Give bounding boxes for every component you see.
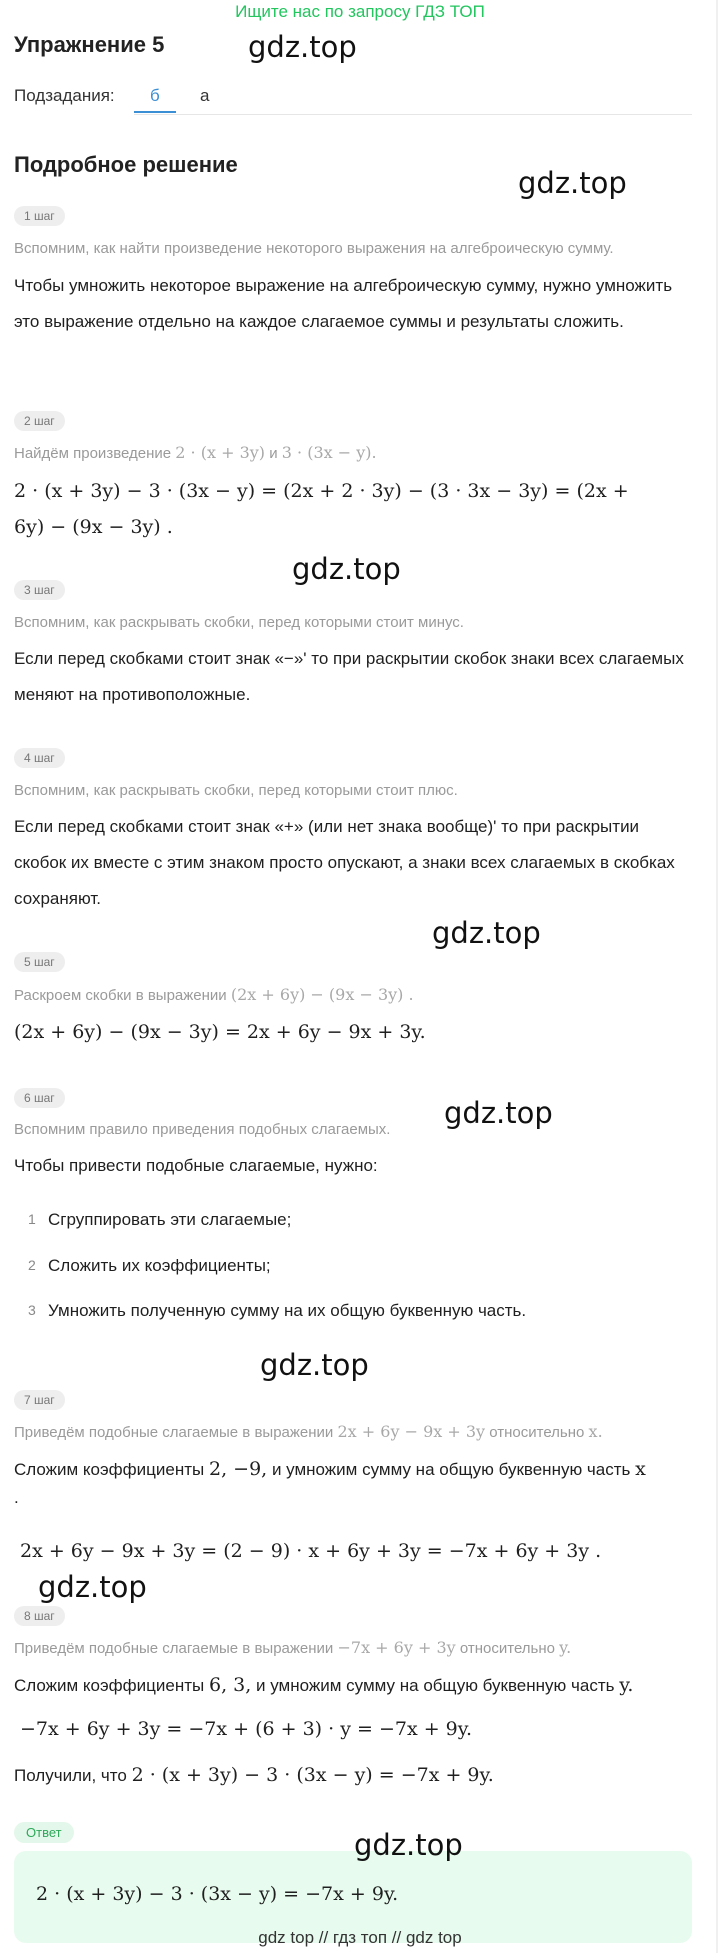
hint-math: (2x + 6y) − (9x − 3y) . [230, 985, 414, 1004]
step-text: Чтобы умножить некоторое выражение на алгеброическую сумму, нужно умножить это выражение отдельно на каждое слагаемое суммы и результаты сложить. [14, 276, 673, 331]
step-badge: 6 шаг [14, 1088, 65, 1108]
subtask-tab-a[interactable]: а [200, 86, 210, 105]
hint-math: 3 · (3x − y). [281, 443, 377, 462]
math-line: −7x + 6y + 3y = −7x + (6 + 3) · y = −7x + 9y. [20, 1718, 473, 1740]
list-item-number: 2 [28, 1257, 36, 1273]
hint-math: 2x + 6y − 9x + 3y [337, 1422, 486, 1441]
step-text: Если перед скобками стоит знак «−»' то при раскрытии скобок знаки всех слагаемых меняют на противоположные. [14, 649, 684, 704]
step-hint: Вспомним, как раскрывать скобки, перед которыми стоит плюс. [14, 782, 458, 799]
hint-suffix: относительно [459, 1640, 555, 1657]
footer-links[interactable]: gdz top // гдз топ // gdz top [258, 1928, 462, 1947]
text-math: 2, −9, [208, 1458, 268, 1480]
search-banner[interactable]: Ищите нас по запросу ГДЗ ТОП [235, 2, 485, 21]
hint-suffix: относительно [489, 1424, 585, 1441]
hint-prefix: Найдём произведение [14, 445, 172, 462]
watermark: gdz.top [518, 166, 627, 200]
math-line: 2 · (x + 3y) − 3 · (3x − y) = (2x + 2 · 3y) − (3 · 3x − 3y) = (2x + [14, 480, 629, 502]
math-line: 2x + 6y − 9x + 3y = (2 − 9) · x + 6y + 3y = −7x + 6y + 3y . [20, 1540, 602, 1562]
step-badge: 3 шаг [14, 580, 65, 600]
step-badge: 7 шаг [14, 1390, 65, 1410]
text-math: 6, 3, [208, 1674, 252, 1696]
step-text: Если перед скобками стоит знак «+» (или нет знака вообще)' то при раскрытии скобок их вместе с этим знаком просто опускают, а знаки всех слагаемых в скобках сохраняют. [14, 817, 675, 908]
list-item: Сложить их коэффициенты; [48, 1256, 271, 1275]
subtasks-divider [134, 114, 692, 115]
watermark: gdz.top [292, 552, 401, 586]
list-item: Сгруппировать эти слагаемые; [48, 1210, 292, 1229]
list-item-number: 3 [28, 1302, 36, 1318]
text-variable: x [635, 1458, 646, 1480]
list-item-number: 1 [28, 1211, 36, 1227]
step-hint: Вспомним правило приведения подобных слагаемых. [14, 1121, 391, 1138]
answer-badge: Ответ [14, 1822, 74, 1843]
section-title: Подробное решение [14, 152, 238, 177]
step-hint [14, 1638, 571, 1657]
list-item: Умножить полученную сумму на их общую буквенную часть. [48, 1301, 527, 1320]
page-edge-divider [716, 0, 718, 1953]
result-math: 2 · (x + 3y) − 3 · (3x − y) = −7x + 9y. [131, 1764, 494, 1786]
hint-variable: y. [559, 1638, 572, 1657]
text-prefix: Сложим коэффициенты [14, 1460, 205, 1479]
step-badge: 1 шаг [14, 206, 65, 226]
hint-prefix: Приведём подобные слагаемые в выражении [14, 1640, 334, 1657]
text-prefix: Сложим коэффициенты [14, 1676, 205, 1695]
watermark: gdz.top [354, 1828, 463, 1862]
step-hint: Вспомним, как найти произведение некоторого выражения на алгеброическую сумму. [14, 240, 614, 257]
subtask-tab-b[interactable]: б [150, 86, 160, 105]
math-line: (2x + 6y) − (9x − 3y) = 2x + 6y − 9x + 3y. [14, 1021, 426, 1043]
hint-math: −7x + 6y + 3y [337, 1638, 456, 1657]
step-text [14, 1674, 633, 1696]
step-badge: 4 шаг [14, 748, 65, 768]
step-hint: Вспомним, как раскрывать скобки, перед которыми стоит минус. [14, 614, 464, 631]
text-suffix: и умножим сумму на общую буквенную часть [271, 1460, 631, 1479]
text-period: . [14, 1488, 19, 1507]
watermark: gdz.top [260, 1348, 369, 1382]
hint-mid: и [269, 445, 278, 462]
step-hint [14, 1422, 603, 1441]
exercise-title: Упражнение 5 [14, 32, 165, 57]
step-text: Чтобы привести подобные слагаемые, нужно: [14, 1156, 378, 1175]
step-badge: 8 шаг [14, 1606, 65, 1626]
result-prefix: Получили, что [14, 1766, 127, 1785]
hint-math: 2 · (x + 3y) [175, 443, 266, 462]
result-line [14, 1764, 494, 1786]
step-hint [14, 985, 414, 1004]
math-line: 6y) − (9x − 3y) . [14, 516, 173, 538]
active-tab-underline [134, 111, 176, 113]
answer-math: 2 · (x + 3y) − 3 · (3x − y) = −7x + 9y. [36, 1883, 399, 1905]
subtasks-label: Подзадания: [14, 86, 115, 105]
step-text [14, 1458, 646, 1480]
step-hint [14, 443, 377, 462]
watermark: gdz.top [38, 1570, 147, 1604]
step-badge: 5 шаг [14, 952, 65, 972]
watermark: gdz.top [248, 30, 357, 64]
watermark: gdz.top [432, 916, 541, 950]
watermark: gdz.top [444, 1096, 553, 1130]
hint-prefix: Приведём подобные слагаемые в выражении [14, 1424, 334, 1441]
hint-prefix: Раскроем скобки в выражении [14, 987, 227, 1004]
text-suffix: и умножим сумму на общую буквенную часть [256, 1676, 615, 1695]
hint-variable: x. [588, 1422, 603, 1441]
step-badge: 2 шаг [14, 411, 65, 431]
text-variable: y. [619, 1674, 634, 1696]
